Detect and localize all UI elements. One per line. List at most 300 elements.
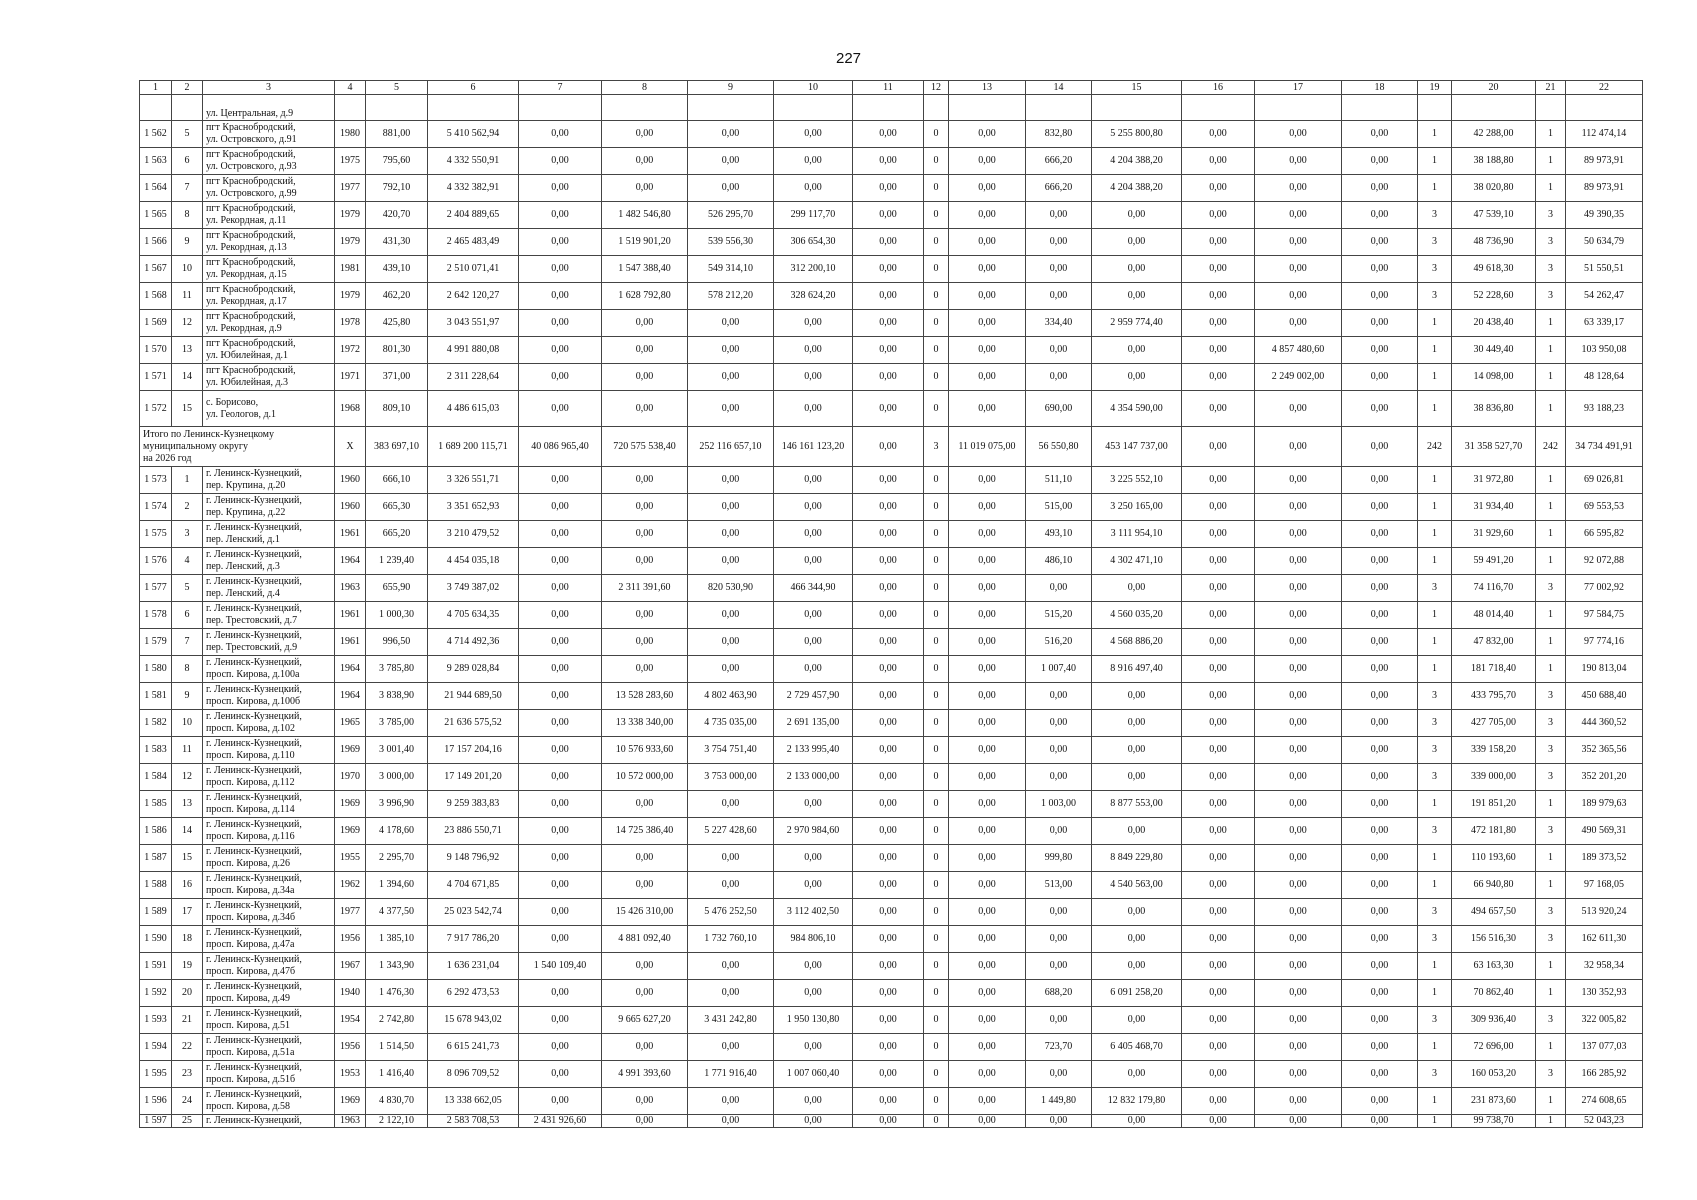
value-cell-c4: 1961 bbox=[335, 629, 366, 656]
value-cell-c6: 9 148 796,92 bbox=[428, 845, 519, 872]
value-cell-c6: 2 465 483,49 bbox=[428, 229, 519, 256]
value-cell-c12: 0 bbox=[924, 1034, 949, 1061]
value-cell-c7: 0,00 bbox=[519, 1007, 602, 1034]
item-number-cell: 12 bbox=[172, 310, 203, 337]
value-cell-c22: 32 958,34 bbox=[1566, 953, 1643, 980]
table-cell bbox=[1566, 95, 1643, 121]
value-cell-c19: 1 bbox=[1418, 494, 1452, 521]
value-cell-c12: 0 bbox=[924, 737, 949, 764]
address-line-1: пгт Краснобродский, bbox=[206, 365, 296, 376]
value-cell-c9: 4 735 035,00 bbox=[688, 710, 774, 737]
table-cell bbox=[1342, 95, 1418, 121]
value-cell-c12: 0 bbox=[924, 121, 949, 148]
value-cell-c10: 0,00 bbox=[774, 121, 853, 148]
value-cell-c22: 69 026,81 bbox=[1566, 467, 1643, 494]
value-cell-c21: 1 bbox=[1536, 467, 1566, 494]
address-line-1: г. Ленинск-Кузнецкий, bbox=[206, 819, 302, 830]
value-cell-c5: 3 001,40 bbox=[366, 737, 428, 764]
table-row bbox=[140, 629, 1643, 656]
value-cell-c14: 0,00 bbox=[1026, 764, 1092, 791]
value-cell-c11: 0,00 bbox=[853, 818, 924, 845]
value-cell-c6: 9 289 028,84 bbox=[428, 656, 519, 683]
value-cell-c19: 1 bbox=[1418, 629, 1452, 656]
value-cell-c9: 0,00 bbox=[688, 1088, 774, 1115]
value-cell-c13: 0,00 bbox=[949, 521, 1026, 548]
row-number-cell: 1 565 bbox=[140, 202, 172, 229]
value-cell-c9: 0,00 bbox=[688, 980, 774, 1007]
value-cell-c12: 0 bbox=[924, 980, 949, 1007]
item-number-cell: 20 bbox=[172, 980, 203, 1007]
column-number-cell: 9 bbox=[688, 81, 774, 95]
address-cell: ул. Центральная, д.9 bbox=[203, 95, 335, 121]
value-cell-c13: 0,00 bbox=[949, 710, 1026, 737]
value-cell-c20: 31 972,80 bbox=[1452, 467, 1536, 494]
value-cell-c21: 3 bbox=[1536, 229, 1566, 256]
value-cell-c18: 0,00 bbox=[1342, 364, 1418, 391]
table-row bbox=[140, 1007, 1643, 1034]
value-cell-c4: 1975 bbox=[335, 148, 366, 175]
value-cell-c11: 0,00 bbox=[853, 121, 924, 148]
value-cell-c11: 0,00 bbox=[853, 1115, 924, 1128]
value-cell-c8: 0,00 bbox=[602, 337, 688, 364]
value-cell-c18: 0,00 bbox=[1342, 926, 1418, 953]
value-cell-c17: 0,00 bbox=[1255, 845, 1342, 872]
value-cell-c17: 0,00 bbox=[1255, 872, 1342, 899]
value-cell-c17: 0,00 bbox=[1255, 467, 1342, 494]
value-cell-c6: 3 351 652,93 bbox=[428, 494, 519, 521]
value-cell-c13: 0,00 bbox=[949, 980, 1026, 1007]
value-cell-c8: 0,00 bbox=[602, 121, 688, 148]
value-cell-c10: 2 691 135,00 bbox=[774, 710, 853, 737]
value-cell-c5: 431,30 bbox=[366, 229, 428, 256]
row-number-cell: 1 571 bbox=[140, 364, 172, 391]
value-cell-c19: 3 bbox=[1418, 1061, 1452, 1088]
value-cell-c16: 0,00 bbox=[1182, 1061, 1255, 1088]
value-cell-c4: 1963 bbox=[335, 575, 366, 602]
address-line-2: ул. Островского, д.99 bbox=[206, 188, 297, 199]
value-cell-c22: 89 973,91 bbox=[1566, 175, 1643, 202]
table-cell bbox=[774, 95, 853, 121]
value-cell-c10: 0,00 bbox=[774, 872, 853, 899]
value-cell-c14: 0,00 bbox=[1026, 202, 1092, 229]
value-cell-c16: 0,00 bbox=[1182, 121, 1255, 148]
value-cell-c12: 0 bbox=[924, 575, 949, 602]
value-cell-c6: 17 149 201,20 bbox=[428, 764, 519, 791]
item-number-cell: 13 bbox=[172, 791, 203, 818]
value-cell-c10: 0,00 bbox=[774, 980, 853, 1007]
total-value-c7: 40 086 965,40 bbox=[519, 427, 602, 467]
value-cell-c12: 0 bbox=[924, 602, 949, 629]
value-cell-c15: 4 568 886,20 bbox=[1092, 629, 1182, 656]
address-line-1: г. Ленинск-Кузнецкий, bbox=[206, 846, 302, 857]
address-cell bbox=[203, 229, 335, 256]
value-cell-c16: 0,00 bbox=[1182, 926, 1255, 953]
table-row bbox=[140, 494, 1643, 521]
value-cell-c15: 4 354 590,00 bbox=[1092, 391, 1182, 427]
value-cell-c19: 1 bbox=[1418, 175, 1452, 202]
value-cell-c8: 0,00 bbox=[602, 548, 688, 575]
value-cell-c9: 0,00 bbox=[688, 791, 774, 818]
value-cell-c14: 0,00 bbox=[1026, 1115, 1092, 1128]
address-cell bbox=[203, 391, 335, 427]
value-cell-c13: 0,00 bbox=[949, 256, 1026, 283]
table-row bbox=[140, 953, 1643, 980]
value-cell-c14: 515,00 bbox=[1026, 494, 1092, 521]
value-cell-c10: 0,00 bbox=[774, 629, 853, 656]
value-cell-c16: 0,00 bbox=[1182, 575, 1255, 602]
value-cell-c12: 0 bbox=[924, 548, 949, 575]
value-cell-c15: 2 959 774,40 bbox=[1092, 310, 1182, 337]
value-cell-c18: 0,00 bbox=[1342, 845, 1418, 872]
value-cell-c11: 0,00 bbox=[853, 845, 924, 872]
value-cell-c9: 0,00 bbox=[688, 337, 774, 364]
value-cell-c8: 0,00 bbox=[602, 1088, 688, 1115]
value-cell-c20: 191 851,20 bbox=[1452, 791, 1536, 818]
column-number-cell: 19 bbox=[1418, 81, 1452, 95]
address-line-1: г. Ленинск-Кузнецкий, bbox=[206, 549, 302, 560]
value-cell-c22: 137 077,03 bbox=[1566, 1034, 1643, 1061]
value-cell-c12: 0 bbox=[924, 845, 949, 872]
value-cell-c20: 70 862,40 bbox=[1452, 980, 1536, 1007]
value-cell-c5: 1 385,10 bbox=[366, 926, 428, 953]
value-cell-c11: 0,00 bbox=[853, 926, 924, 953]
value-cell-c12: 0 bbox=[924, 926, 949, 953]
address-cell bbox=[203, 337, 335, 364]
value-cell-c14: 832,80 bbox=[1026, 121, 1092, 148]
value-cell-c13: 0,00 bbox=[949, 953, 1026, 980]
value-cell-c14: 516,20 bbox=[1026, 629, 1092, 656]
value-cell-c15: 0,00 bbox=[1092, 575, 1182, 602]
value-cell-c16: 0,00 bbox=[1182, 980, 1255, 1007]
item-number-cell: 22 bbox=[172, 1034, 203, 1061]
column-number-cell: 3 bbox=[203, 81, 335, 95]
value-cell-c18: 0,00 bbox=[1342, 656, 1418, 683]
value-cell-c14: 1 449,80 bbox=[1026, 1088, 1092, 1115]
address-line-2: просп. Кирова, д.51а bbox=[206, 1047, 295, 1058]
value-cell-c5: 462,20 bbox=[366, 283, 428, 310]
value-cell-c15: 0,00 bbox=[1092, 953, 1182, 980]
value-cell-c21: 1 bbox=[1536, 656, 1566, 683]
value-cell-c7: 0,00 bbox=[519, 1061, 602, 1088]
value-cell-c6: 2 311 228,64 bbox=[428, 364, 519, 391]
value-cell-c14: 688,20 bbox=[1026, 980, 1092, 1007]
address-line-1: г. Ленинск-Кузнецкий, bbox=[206, 981, 302, 992]
table-row bbox=[140, 656, 1643, 683]
address-cell bbox=[203, 899, 335, 926]
row-number-cell: 1 585 bbox=[140, 791, 172, 818]
value-cell-c22: 63 339,17 bbox=[1566, 310, 1643, 337]
value-cell-c11: 0,00 bbox=[853, 602, 924, 629]
value-cell-c14: 1 007,40 bbox=[1026, 656, 1092, 683]
value-cell-c15: 4 540 563,00 bbox=[1092, 872, 1182, 899]
row-number-cell: 1 584 bbox=[140, 764, 172, 791]
value-cell-c17: 0,00 bbox=[1255, 953, 1342, 980]
value-cell-c4: 1964 bbox=[335, 656, 366, 683]
item-number-cell: 25 bbox=[172, 1115, 203, 1128]
value-cell-c4: 1981 bbox=[335, 256, 366, 283]
value-cell-c19: 3 bbox=[1418, 710, 1452, 737]
value-cell-c21: 1 bbox=[1536, 845, 1566, 872]
address-line-1: с. Борисово, bbox=[206, 396, 259, 408]
address-line-2: просп. Кирова, д.34б bbox=[206, 912, 296, 923]
value-cell-c13: 0,00 bbox=[949, 202, 1026, 229]
value-cell-c5: 4 830,70 bbox=[366, 1088, 428, 1115]
value-cell-c12: 0 bbox=[924, 256, 949, 283]
value-cell-c15: 0,00 bbox=[1092, 737, 1182, 764]
value-cell-c15: 0,00 bbox=[1092, 764, 1182, 791]
table-row bbox=[140, 737, 1643, 764]
value-cell-c15: 6 091 258,20 bbox=[1092, 980, 1182, 1007]
value-cell-c10: 466 344,90 bbox=[774, 575, 853, 602]
value-cell-c8: 15 426 310,00 bbox=[602, 899, 688, 926]
value-cell-c16: 0,00 bbox=[1182, 737, 1255, 764]
value-cell-c18: 0,00 bbox=[1342, 953, 1418, 980]
total-value-c20: 31 358 527,70 bbox=[1452, 427, 1536, 467]
value-cell-c19: 3 bbox=[1418, 926, 1452, 953]
value-cell-c16: 0,00 bbox=[1182, 1007, 1255, 1034]
address-cell bbox=[203, 575, 335, 602]
value-cell-c16: 0,00 bbox=[1182, 683, 1255, 710]
value-cell-c21: 1 bbox=[1536, 1115, 1566, 1128]
item-number-cell: 23 bbox=[172, 1061, 203, 1088]
value-cell-c5: 2 122,10 bbox=[366, 1115, 428, 1128]
value-cell-c21: 3 bbox=[1536, 899, 1566, 926]
value-cell-c13: 0,00 bbox=[949, 1088, 1026, 1115]
value-cell-c14: 1 003,00 bbox=[1026, 791, 1092, 818]
value-cell-c16: 0,00 bbox=[1182, 818, 1255, 845]
value-cell-c12: 0 bbox=[924, 872, 949, 899]
value-cell-c8: 0,00 bbox=[602, 1034, 688, 1061]
row-number-cell: 1 597 bbox=[140, 1115, 172, 1128]
value-cell-c10: 0,00 bbox=[774, 602, 853, 629]
value-cell-c20: 309 936,40 bbox=[1452, 1007, 1536, 1034]
item-number-cell: 17 bbox=[172, 899, 203, 926]
row-number-cell: 1 587 bbox=[140, 845, 172, 872]
value-cell-c4: 1964 bbox=[335, 548, 366, 575]
table-row bbox=[140, 467, 1643, 494]
value-cell-c16: 0,00 bbox=[1182, 602, 1255, 629]
total-label-line-3: на 2026 год bbox=[143, 452, 192, 464]
value-cell-c22: 103 950,08 bbox=[1566, 337, 1643, 364]
address-line-1: г. Ленинск-Кузнецкий, bbox=[206, 1089, 302, 1100]
address-line-1: г. Ленинск-Кузнецкий, bbox=[206, 792, 302, 803]
value-cell-c11: 0,00 bbox=[853, 310, 924, 337]
value-cell-c22: 112 474,14 bbox=[1566, 121, 1643, 148]
address-line-2: ул. Рекордная, д.13 bbox=[206, 242, 287, 253]
value-cell-c17: 0,00 bbox=[1255, 283, 1342, 310]
value-cell-c19: 1 bbox=[1418, 1034, 1452, 1061]
column-number-cell: 14 bbox=[1026, 81, 1092, 95]
table-row bbox=[140, 575, 1643, 602]
value-cell-c6: 3 043 551,97 bbox=[428, 310, 519, 337]
value-cell-c10: 0,00 bbox=[774, 953, 853, 980]
value-cell-c6: 8 096 709,52 bbox=[428, 1061, 519, 1088]
value-cell-c19: 1 bbox=[1418, 148, 1452, 175]
address-cell bbox=[203, 548, 335, 575]
value-cell-c11: 0,00 bbox=[853, 521, 924, 548]
column-number-cell: 12 bbox=[924, 81, 949, 95]
address-line-2: просп. Кирова, д.26 bbox=[206, 858, 291, 869]
value-cell-c4: 1979 bbox=[335, 229, 366, 256]
value-cell-c14: 0,00 bbox=[1026, 710, 1092, 737]
address-line-2: ул. Рекордная, д.17 bbox=[206, 296, 287, 307]
total-value-c17: 0,00 bbox=[1255, 427, 1342, 467]
column-number-cell: 4 bbox=[335, 81, 366, 95]
value-cell-c9: 0,00 bbox=[688, 953, 774, 980]
value-cell-c20: 74 116,70 bbox=[1452, 575, 1536, 602]
value-cell-c14: 0,00 bbox=[1026, 283, 1092, 310]
value-cell-c20: 160 053,20 bbox=[1452, 1061, 1536, 1088]
value-cell-c8: 0,00 bbox=[602, 175, 688, 202]
table-row bbox=[140, 710, 1643, 737]
value-cell-c10: 0,00 bbox=[774, 494, 853, 521]
value-cell-c20: 48 736,90 bbox=[1452, 229, 1536, 256]
item-number-cell: 5 bbox=[172, 575, 203, 602]
value-cell-c21: 1 bbox=[1536, 494, 1566, 521]
value-cell-c9: 578 212,20 bbox=[688, 283, 774, 310]
value-cell-c7: 0,00 bbox=[519, 202, 602, 229]
value-cell-c16: 0,00 bbox=[1182, 391, 1255, 427]
value-cell-c4: 1968 bbox=[335, 391, 366, 427]
value-cell-c6: 25 023 542,74 bbox=[428, 899, 519, 926]
value-cell-c17: 0,00 bbox=[1255, 926, 1342, 953]
value-cell-c15: 4 204 388,20 bbox=[1092, 148, 1182, 175]
value-cell-c6: 3 326 551,71 bbox=[428, 467, 519, 494]
value-cell-c16: 0,00 bbox=[1182, 494, 1255, 521]
row-number-cell: 1 568 bbox=[140, 283, 172, 310]
value-cell-c20: 38 836,80 bbox=[1452, 391, 1536, 427]
value-cell-c4: 1980 bbox=[335, 121, 366, 148]
item-number-cell: 10 bbox=[172, 710, 203, 737]
value-cell-c8: 9 665 627,20 bbox=[602, 1007, 688, 1034]
value-cell-c14: 511,10 bbox=[1026, 467, 1092, 494]
value-cell-c16: 0,00 bbox=[1182, 548, 1255, 575]
address-line-1: пгт Краснобродский, bbox=[206, 176, 296, 187]
row-number-cell: 1 566 bbox=[140, 229, 172, 256]
value-cell-c15: 0,00 bbox=[1092, 1061, 1182, 1088]
value-cell-c22: 77 002,92 bbox=[1566, 575, 1643, 602]
value-cell-c6: 2 583 708,53 bbox=[428, 1115, 519, 1128]
value-cell-c7: 0,00 bbox=[519, 845, 602, 872]
value-cell-c16: 0,00 bbox=[1182, 845, 1255, 872]
value-cell-c13: 0,00 bbox=[949, 1061, 1026, 1088]
value-cell-c17: 0,00 bbox=[1255, 521, 1342, 548]
value-cell-c11: 0,00 bbox=[853, 737, 924, 764]
value-cell-c7: 1 540 109,40 bbox=[519, 953, 602, 980]
value-cell-c19: 1 bbox=[1418, 953, 1452, 980]
value-cell-c12: 0 bbox=[924, 391, 949, 427]
value-cell-c15: 5 255 800,80 bbox=[1092, 121, 1182, 148]
address-line-2: пер. Крупина, д.20 bbox=[206, 480, 286, 491]
column-number-cell: 18 bbox=[1342, 81, 1418, 95]
column-number-cell: 13 bbox=[949, 81, 1026, 95]
value-cell-c17: 0,00 bbox=[1255, 310, 1342, 337]
total-value-c6: 1 689 200 115,71 bbox=[428, 427, 519, 467]
value-cell-c9: 539 556,30 bbox=[688, 229, 774, 256]
row-number-cell: 1 564 bbox=[140, 175, 172, 202]
row-number-cell: 1 583 bbox=[140, 737, 172, 764]
value-cell-c8: 0,00 bbox=[602, 791, 688, 818]
value-cell-c17: 0,00 bbox=[1255, 602, 1342, 629]
value-cell-c20: 31 934,40 bbox=[1452, 494, 1536, 521]
value-cell-c22: 89 973,91 bbox=[1566, 148, 1643, 175]
value-cell-c10: 312 200,10 bbox=[774, 256, 853, 283]
value-cell-c10: 0,00 bbox=[774, 1088, 853, 1115]
value-cell-c13: 0,00 bbox=[949, 872, 1026, 899]
value-cell-c18: 0,00 bbox=[1342, 337, 1418, 364]
row-number-cell: 1 572 bbox=[140, 391, 172, 427]
value-cell-c9: 549 314,10 bbox=[688, 256, 774, 283]
total-value-c18: 0,00 bbox=[1342, 427, 1418, 467]
value-cell-c8: 0,00 bbox=[602, 494, 688, 521]
value-cell-c16: 0,00 bbox=[1182, 899, 1255, 926]
value-cell-c18: 0,00 bbox=[1342, 980, 1418, 1007]
column-number-cell: 20 bbox=[1452, 81, 1536, 95]
value-cell-c14: 0,00 bbox=[1026, 364, 1092, 391]
address-line-2: просп. Кирова, д.100б bbox=[206, 696, 301, 707]
value-cell-c7: 0,00 bbox=[519, 283, 602, 310]
value-cell-c17: 0,00 bbox=[1255, 1088, 1342, 1115]
value-cell-c19: 1 bbox=[1418, 791, 1452, 818]
value-cell-c13: 0,00 bbox=[949, 229, 1026, 256]
value-cell-c5: 792,10 bbox=[366, 175, 428, 202]
value-cell-c17: 0,00 bbox=[1255, 148, 1342, 175]
column-number-cell: 22 bbox=[1566, 81, 1643, 95]
row-number-cell: 1 573 bbox=[140, 467, 172, 494]
value-cell-c6: 4 705 634,35 bbox=[428, 602, 519, 629]
value-cell-c18: 0,00 bbox=[1342, 710, 1418, 737]
value-cell-c18: 0,00 bbox=[1342, 575, 1418, 602]
value-cell-c18: 0,00 bbox=[1342, 1088, 1418, 1115]
column-number-cell: 6 bbox=[428, 81, 519, 95]
value-cell-c9: 3 431 242,80 bbox=[688, 1007, 774, 1034]
value-cell-c21: 1 bbox=[1536, 121, 1566, 148]
address-cell bbox=[203, 926, 335, 953]
value-cell-c8: 0,00 bbox=[602, 602, 688, 629]
column-number-cell: 15 bbox=[1092, 81, 1182, 95]
value-cell-c4: 1977 bbox=[335, 175, 366, 202]
table-cell bbox=[428, 95, 519, 121]
value-cell-c12: 0 bbox=[924, 818, 949, 845]
item-number-cell: 5 bbox=[172, 121, 203, 148]
value-cell-c7: 0,00 bbox=[519, 175, 602, 202]
value-cell-c17: 0,00 bbox=[1255, 1034, 1342, 1061]
value-cell-c8: 0,00 bbox=[602, 521, 688, 548]
value-cell-c7: 0,00 bbox=[519, 818, 602, 845]
value-cell-c18: 0,00 bbox=[1342, 521, 1418, 548]
table-row bbox=[140, 764, 1643, 791]
item-number-cell: 3 bbox=[172, 521, 203, 548]
value-cell-c17: 0,00 bbox=[1255, 256, 1342, 283]
value-cell-c10: 0,00 bbox=[774, 791, 853, 818]
value-cell-c15: 0,00 bbox=[1092, 710, 1182, 737]
value-cell-c4: 1954 bbox=[335, 1007, 366, 1034]
value-cell-c19: 3 bbox=[1418, 202, 1452, 229]
value-cell-c19: 1 bbox=[1418, 872, 1452, 899]
value-cell-c22: 97 774,16 bbox=[1566, 629, 1643, 656]
value-cell-c20: 494 657,50 bbox=[1452, 899, 1536, 926]
value-cell-c13: 0,00 bbox=[949, 629, 1026, 656]
value-cell-c6: 3 210 479,52 bbox=[428, 521, 519, 548]
address-line-1: г. Ленинск-Кузнецкий, bbox=[206, 765, 302, 776]
value-cell-c19: 1 bbox=[1418, 656, 1452, 683]
item-number-cell: 7 bbox=[172, 175, 203, 202]
value-cell-c7: 0,00 bbox=[519, 737, 602, 764]
value-cell-c19: 1 bbox=[1418, 121, 1452, 148]
value-cell-c22: 162 611,30 bbox=[1566, 926, 1643, 953]
value-cell-c11: 0,00 bbox=[853, 148, 924, 175]
address-cell bbox=[203, 872, 335, 899]
